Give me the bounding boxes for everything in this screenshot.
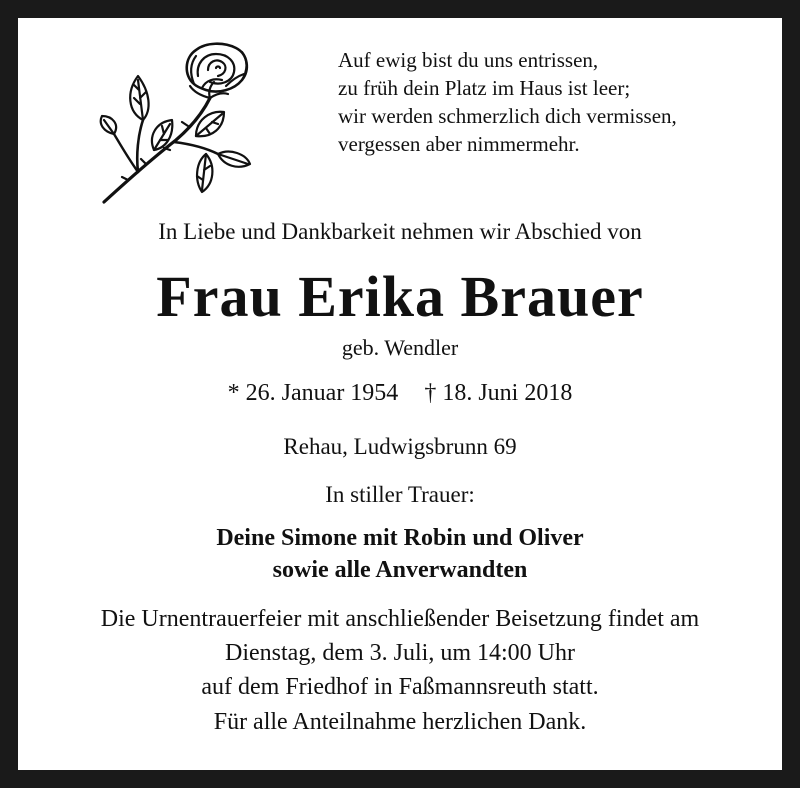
thanks-text: Für alle Anteilnahme herzlichen Dank.	[213, 709, 587, 735]
deceased-name: Frau Erika Brauer	[156, 264, 644, 329]
poem-line: Auf ewig bist du uns entrissen,	[338, 48, 599, 72]
mourning-label: In stiller Trauer:	[325, 482, 475, 507]
poem-line: zu früh dein Platz im Haus ist leer;	[338, 76, 631, 100]
ceremony-line: auf dem Friedhof in Faßmannsreuth statt.	[201, 674, 599, 700]
poem-line: wir werden schmerzlich dich vermissen,	[338, 104, 677, 128]
rose-icon	[98, 40, 258, 206]
birth-date: * 26. Januar 1954	[227, 380, 399, 406]
life-dates	[18, 380, 782, 407]
birth-name: geb. Wendler	[341, 335, 459, 360]
ceremony-line: Die Urnentrauerfeier mit anschließender Beisetzung findet am	[100, 606, 700, 632]
family-line: Deine Simone mit Robin und Oliver	[216, 525, 584, 551]
poem-line: vergessen aber nimmermehr.	[338, 132, 580, 156]
address: Rehau, Ludwigsbrunn 69	[283, 434, 517, 459]
poem	[338, 46, 758, 158]
family-line: sowie alle Anverwandten	[272, 557, 528, 583]
intro-text: In Liebe und Dankbarkeit nehmen wir Abschied von	[158, 219, 642, 244]
family-names	[18, 522, 782, 586]
ceremony-line: Dienstag, dem 3. Juli, um 14:00 Uhr	[225, 640, 575, 666]
ceremony-info	[18, 602, 782, 704]
death-date: † 18. Juni 2018	[424, 380, 573, 406]
